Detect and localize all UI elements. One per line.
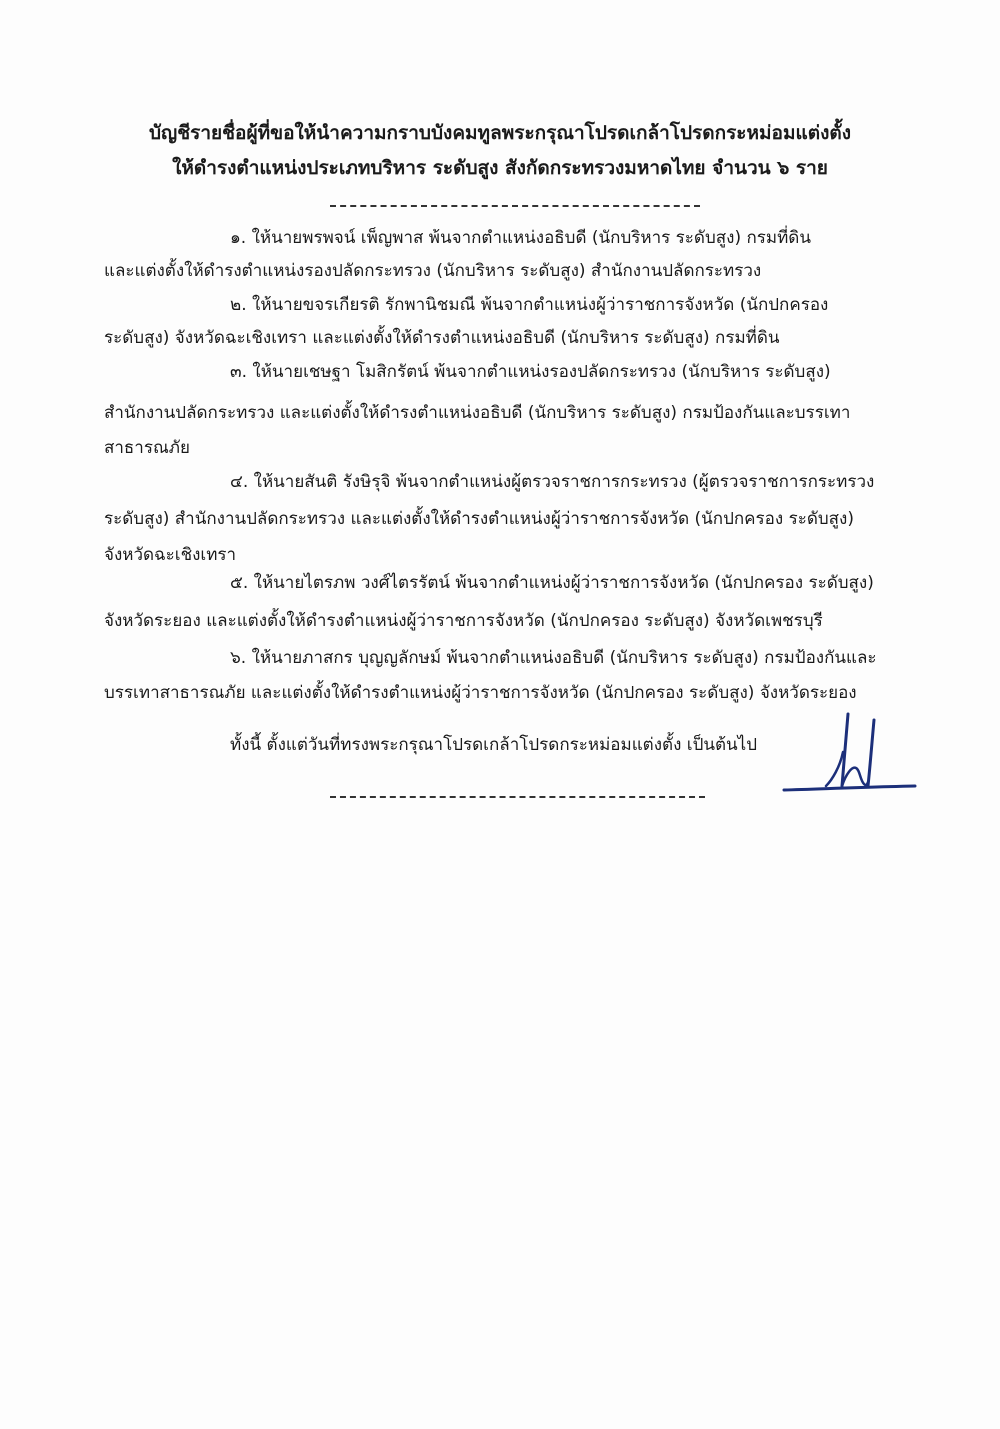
item-4-line-2: ระดับสูง) สำนักงานปลัดกระทรวง และแต่งตั้งให้ดำรงตำแหน่งผู้ว่าราชการจังหวัด (นักปกครอง ระดับสูง) [104,509,854,529]
item-5-line-1: ๕. ให้นายไตรภพ วงศ์ไตรรัตน์ พ้นจากตำแหน่งผู้ว่าราชการจังหวัด (นักปกครอง ระดับสูง) [230,573,874,593]
closing-statement: ทั้งนี้ ตั้งแต่วันที่ทรงพระกรุณาโปรดเกล้าโปรดกระหม่อมแต่งตั้ง เป็นต้นไป [230,735,757,755]
item-1-line-1: ๑. ให้นายพรพจน์ เพ็ญพาส พ้นจากตำแหน่งอธิบดี (นักบริหาร ระดับสูง) กรมที่ดิน [230,228,811,248]
top-dashed-divider [330,205,700,207]
document-title-line-2: ให้ดำรงตำแหน่งประเภทบริหาร ระดับสูง สังกัดกระทรวงมหาดไทย จำนวน ๖ ราย [172,157,828,179]
item-2-line-2: ระดับสูง) จังหวัดฉะเชิงเทรา และแต่งตั้งให้ดำรงตำแหน่งอธิบดี (นักบริหาร ระดับสูง) กรมที่ดิน [104,328,780,348]
document-title-line-1: บัญชีรายชื่อผู้ที่ขอให้นำความกราบบังคมทูลพระกรุณาโปรดเกล้าโปรดกระหม่อมแต่งตั้ง [149,122,851,144]
handwritten-signature [780,712,930,802]
item-1-line-2: และแต่งตั้งให้ดำรงตำแหน่งรองปลัดกระทรวง (นักบริหาร ระดับสูง) สำนักงานปลัดกระทรวง [104,261,762,281]
item-2-line-1: ๒. ให้นายขจรเกียรติ รักพานิชมณี พ้นจากตำแหน่งผู้ว่าราชการจังหวัด (นักปกครอง [230,295,829,315]
item-3-line-3: สาธารณภัย [104,438,190,458]
item-4-line-3: จังหวัดฉะเชิงเทรา [104,545,237,565]
item-4-line-1: ๔. ให้นายสันติ รังษิรุจิ พ้นจากตำแหน่งผู้ตรวจราชการกระทรวง (ผู้ตรวจราชการกระทรวง [230,472,875,492]
item-6-line-2: บรรเทาสาธารณภัย และแต่งตั้งให้ดำรงตำแหน่งผู้ว่าราชการจังหวัด (นักปกครอง ระดับสูง) จังหวัดระยอง [104,683,857,703]
item-3-line-1: ๓. ให้นายเชษฐา โมสิกรัตน์ พ้นจากตำแหน่งรองปลัดกระทรวง (นักบริหาร ระดับสูง) [230,362,831,382]
item-3-line-2: สำนักงานปลัดกระทรวง และแต่งตั้งให้ดำรงตำแหน่งอธิบดี (นักบริหาร ระดับสูง) กรมป้องกันและบรรเทา [104,403,851,423]
bottom-dashed-divider [330,796,705,798]
item-5-line-2: จังหวัดระยอง และแต่งตั้งให้ดำรงตำแหน่งผู้ว่าราชการจังหวัด (นักปกครอง ระดับสูง) จังหวัดเพชรบุรี [104,611,823,631]
item-6-line-1: ๖. ให้นายภาสกร บุญญลักษม์ พ้นจากตำแหน่งอธิบดี (นักบริหาร ระดับสูง) กรมป้องกันและ [230,648,877,668]
